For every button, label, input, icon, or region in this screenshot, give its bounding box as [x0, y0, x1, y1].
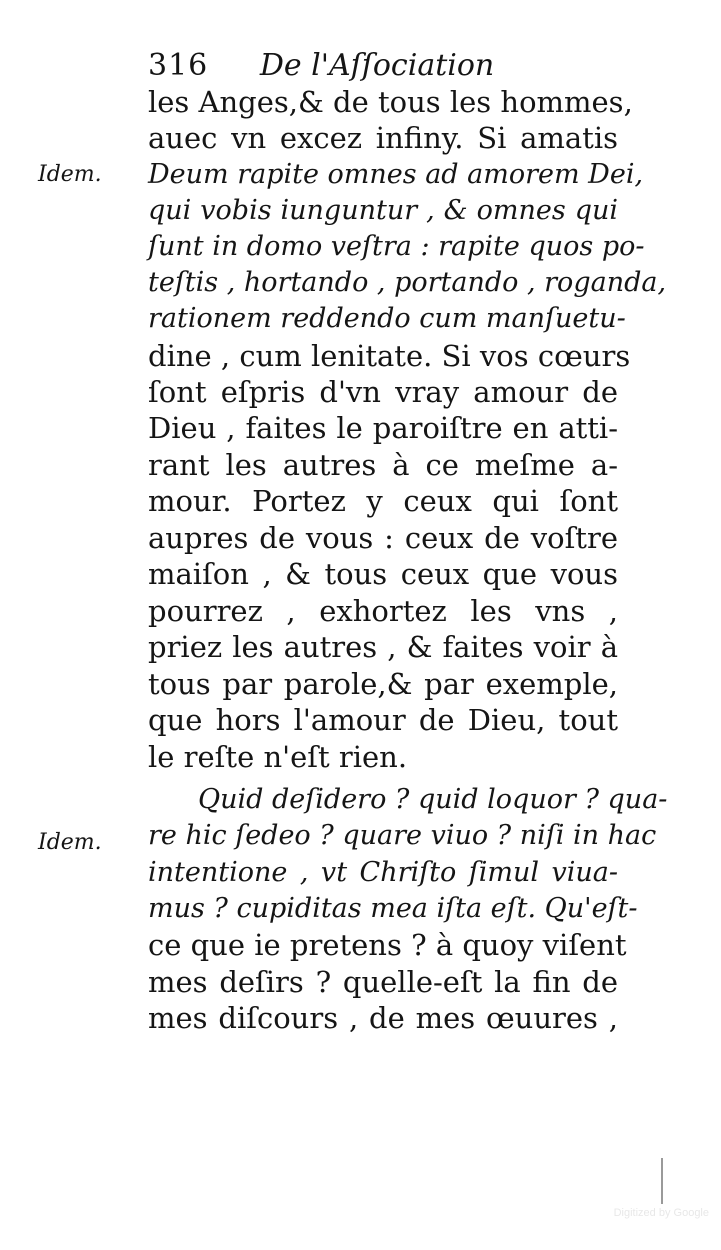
text-line: aupres de vous : ceux de voſtre — [148, 521, 618, 555]
text-line: ce que ie pretens ? à quoy viſent — [148, 928, 627, 962]
text-line: pourrez , exhortez les vns , — [148, 594, 618, 628]
text-line: mes deſirs ? quelle-eſt la fin de — [148, 965, 618, 999]
text-line: priez les autres , & faites voir à — [148, 630, 618, 664]
watermark: Digitized by Google — [613, 1207, 709, 1219]
text-line: intentione , vt Chriſto ſimul viua- — [148, 857, 618, 888]
text-line: ſunt in domo veſtra : rapite quos po- — [148, 231, 645, 262]
text-line: rant les autres à ce meſme a- — [148, 448, 618, 482]
text-line: Quid deſidero ? quid loquor ? qua- — [198, 784, 668, 815]
text-line: Deum rapite omnes ad amorem Dei, — [148, 159, 644, 190]
text-line: Dieu , faites le paroiſtre en atti- — [148, 411, 618, 445]
text-line: dine , cum lenitate. Si vos cœurs — [148, 339, 631, 373]
text-line: auec vn excez infiny. Si amatis — [148, 121, 618, 155]
text-line: qui vobis iunguntur , & omnes qui — [148, 195, 618, 226]
text-line: re hic ſedeo ? quare viuo ? niſi in hac — [148, 820, 657, 851]
text-line: mes diſcours , de mes œuures , — [148, 1001, 618, 1035]
page-header — [148, 48, 494, 84]
running-title: De l'Aſſociation — [259, 48, 495, 83]
text-line: mus ? cupiditas mea iſta eſt. Qu'eſt- — [148, 893, 638, 924]
text-line: que hors l'amour de Dieu, tout — [148, 703, 618, 737]
text-line: rationem reddendo cum manſuetu- — [148, 303, 626, 334]
text-line: maiſon , & tous ceux que vous — [148, 557, 618, 591]
text-line: les Anges,& de tous les hommes, — [148, 85, 633, 119]
text-line: teſtis , hortando , portando , roganda, — [148, 267, 667, 298]
text-line: le reſte n'eſt rien. — [148, 740, 408, 774]
text-line: mour. Portez y ceux qui ſont — [148, 484, 618, 518]
text-line: ſont eſpris d'vn vray amour de — [148, 375, 618, 409]
text-line: tous par parole,& par exemple, — [148, 667, 618, 701]
margin-mark — [661, 1158, 663, 1204]
margin-note: Idem. — [38, 830, 102, 855]
page-number: 316 — [148, 48, 209, 83]
margin-note: Idem. — [38, 162, 102, 187]
